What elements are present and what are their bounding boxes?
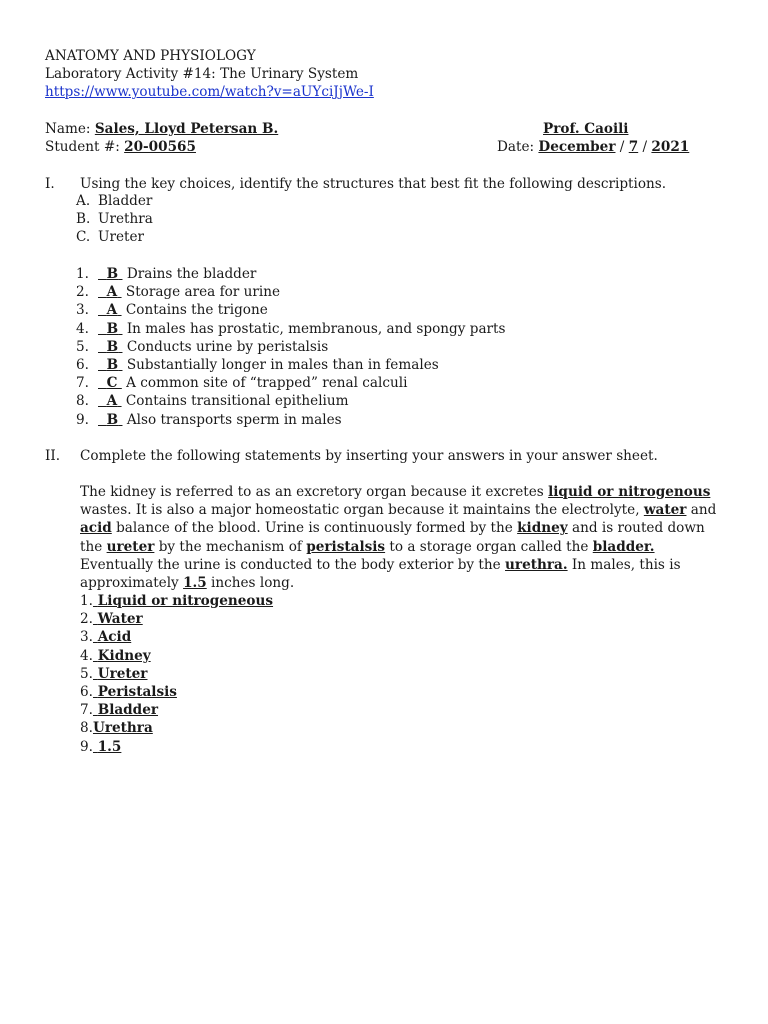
choice-letter: A. — [76, 193, 91, 209]
answer-item — [80, 592, 273, 610]
answer-blank-underline — [117, 393, 121, 409]
answer-number: 2. — [80, 611, 93, 628]
answer-blank: A — [106, 284, 118, 301]
answer-blank-underline — [98, 302, 107, 318]
paragraph-answer: acid — [80, 520, 112, 537]
name-label: Name: — [45, 121, 95, 137]
question-number: 1. — [76, 266, 89, 282]
date-row — [497, 138, 689, 156]
answer-text: Kidney — [97, 647, 151, 664]
answer-item — [80, 738, 121, 756]
fill-in-paragraph — [80, 483, 728, 592]
date-label: Date: — [497, 139, 539, 155]
question-text: In males has prostatic, membranous, and spongy parts — [126, 320, 506, 337]
answer-item — [80, 610, 143, 628]
answer-text: Water — [97, 611, 143, 628]
question-item — [76, 374, 407, 392]
answer-blank-underline — [118, 339, 122, 355]
choice-item — [76, 192, 152, 210]
name-value: Sales, Lloyd Petersan B. — [94, 121, 279, 137]
answer-item — [80, 719, 153, 737]
answer-blank: B — [106, 357, 119, 373]
answer-blank: B — [106, 320, 119, 337]
question-item — [76, 356, 439, 374]
answer-blank-underline — [98, 393, 107, 409]
answer-text: Liquid or nitrogeneous — [97, 593, 274, 609]
date-month: December — [538, 139, 616, 155]
question-item — [76, 301, 268, 319]
choice-item — [76, 210, 153, 228]
answer-blank-underline — [98, 266, 107, 282]
question-text: Drains the bladder — [126, 266, 257, 282]
paragraph-text: and — [686, 502, 717, 519]
question-text: Also transports sperm in males — [126, 411, 342, 428]
answer-blank: B — [106, 266, 119, 282]
question-number: 7. — [76, 375, 89, 392]
answer-text: 1.5 — [97, 738, 122, 755]
answer-number: 5. — [80, 665, 93, 682]
answer-blank-underline — [118, 357, 122, 373]
answer-text: Ureter — [97, 665, 148, 682]
answer-blank-underline — [98, 284, 107, 300]
paragraph-text: In males, this is approximately — [80, 556, 681, 592]
question-number: 5. — [76, 338, 89, 355]
part1-numeral: I. — [45, 176, 55, 192]
paragraph-answer: peristalsis — [306, 538, 386, 555]
question-text: A common site of “trapped” renal calculi — [126, 375, 408, 392]
answer-number: 8. — [80, 720, 93, 737]
part1-instruction: Using the key choices, identify the structures that best fit the following descriptions. — [80, 176, 667, 192]
paragraph-text: balance of the blood. Urine is continuously formed by the — [111, 520, 518, 537]
answer-item — [80, 683, 177, 701]
paragraph-text: The kidney is referred to as an excretory organ because it excretes — [80, 484, 549, 500]
answer-blank-underline — [98, 321, 107, 337]
paragraph-text: by the mechanism of — [154, 538, 307, 555]
video-link[interactable]: https://www.youtube.com/watch?v=aUYciJjWe-I — [45, 84, 374, 100]
question-number: 8. — [76, 393, 89, 410]
choice-text: Ureter — [98, 229, 145, 245]
name-row — [45, 120, 278, 138]
paragraph-answer: liquid or nitrogenous — [548, 484, 711, 500]
student-number-value: 20-00565 — [124, 139, 196, 155]
student-number-label: Student #: — [45, 139, 125, 155]
answer-item — [80, 665, 147, 683]
question-item — [76, 411, 342, 429]
paragraph-text: Eventually the urine is conducted to the body exterior by the — [80, 556, 506, 573]
paragraph-text: wastes. It is also a major homeostatic organ because it maintains the electrolyte, — [80, 502, 644, 519]
date-separator: / — [638, 139, 652, 155]
choice-text: Urethra — [98, 211, 153, 227]
answer-number: 6. — [80, 684, 93, 700]
part2-numeral: II. — [45, 448, 61, 464]
question-item — [76, 320, 505, 338]
answer-item — [80, 701, 158, 719]
question-text: Storage area for urine — [125, 284, 281, 301]
choice-letter: C. — [76, 229, 91, 245]
answer-item — [80, 628, 131, 646]
answer-blank-underline — [117, 284, 121, 300]
paragraph-text: to a storage organ called the — [385, 538, 593, 555]
answer-blank-underline — [118, 412, 122, 428]
question-text: Contains transitional epithelium — [125, 393, 349, 410]
answer-blank: B — [106, 338, 119, 355]
choice-letter: B. — [76, 211, 91, 227]
answer-blank-underline — [118, 266, 122, 282]
answer-text: Peristalsis — [97, 684, 177, 700]
answer-blank: A — [106, 393, 118, 410]
question-item — [76, 283, 280, 301]
choice-item — [76, 228, 144, 246]
question-text: Substantially longer in males than in females — [126, 357, 439, 373]
answer-text: Bladder — [97, 702, 159, 719]
answer-item — [80, 647, 151, 665]
paragraph-answer: urethra. — [505, 556, 568, 573]
paragraph-answer: bladder. — [592, 538, 655, 555]
date-separator: / — [615, 139, 629, 155]
question-item — [76, 265, 256, 283]
answer-blank-underline — [117, 375, 121, 391]
professor-name: Prof. Caoili — [543, 121, 629, 137]
question-item — [76, 392, 349, 410]
student-number-row — [45, 138, 196, 156]
answer-number: 7. — [80, 702, 93, 719]
paragraph-text: and is routed down the — [80, 520, 705, 555]
paragraph-answer: kidney — [517, 520, 568, 537]
question-number: 2. — [76, 284, 89, 301]
question-number: 9. — [76, 411, 89, 428]
course-title: ANATOMY AND PHYSIOLOGY — [45, 48, 256, 64]
question-number: 4. — [76, 320, 89, 337]
answer-number: 3. — [80, 629, 93, 646]
answer-blank: A — [106, 302, 118, 319]
paragraph-answer: ureter — [106, 538, 155, 555]
answer-blank-underline — [117, 302, 121, 318]
answer-blank: B — [106, 411, 119, 428]
paragraph-answer: water — [643, 502, 687, 519]
answer-blank: C — [106, 375, 118, 392]
activity-title: Laboratory Activity #14: The Urinary System — [45, 66, 359, 82]
date-year: 2021 — [651, 139, 690, 155]
question-number: 6. — [76, 357, 89, 373]
answer-blank-underline — [98, 357, 107, 373]
answer-blank-underline — [98, 375, 107, 391]
answer-number: 1. — [80, 593, 93, 609]
answer-blank-underline — [118, 321, 122, 337]
answer-number: 4. — [80, 647, 93, 664]
question-text: Contains the trigone — [125, 302, 268, 319]
part2-instruction: Complete the following statements by inserting your answers in your answer sheet. — [80, 448, 658, 464]
answer-blank-underline — [98, 412, 107, 428]
question-number: 3. — [76, 302, 89, 319]
question-text: Conducts urine by peristalsis — [126, 338, 329, 355]
answer-number: 9. — [80, 738, 93, 755]
date-day: 7 — [628, 139, 639, 155]
answer-blank-underline — [98, 339, 107, 355]
paragraph-answer: 1.5 — [183, 575, 207, 592]
answer-text: Urethra — [92, 720, 153, 737]
paragraph-text: inches long. — [206, 575, 295, 592]
answer-text: Acid — [97, 629, 132, 646]
question-item — [76, 338, 328, 356]
choice-text: Bladder — [98, 193, 153, 209]
